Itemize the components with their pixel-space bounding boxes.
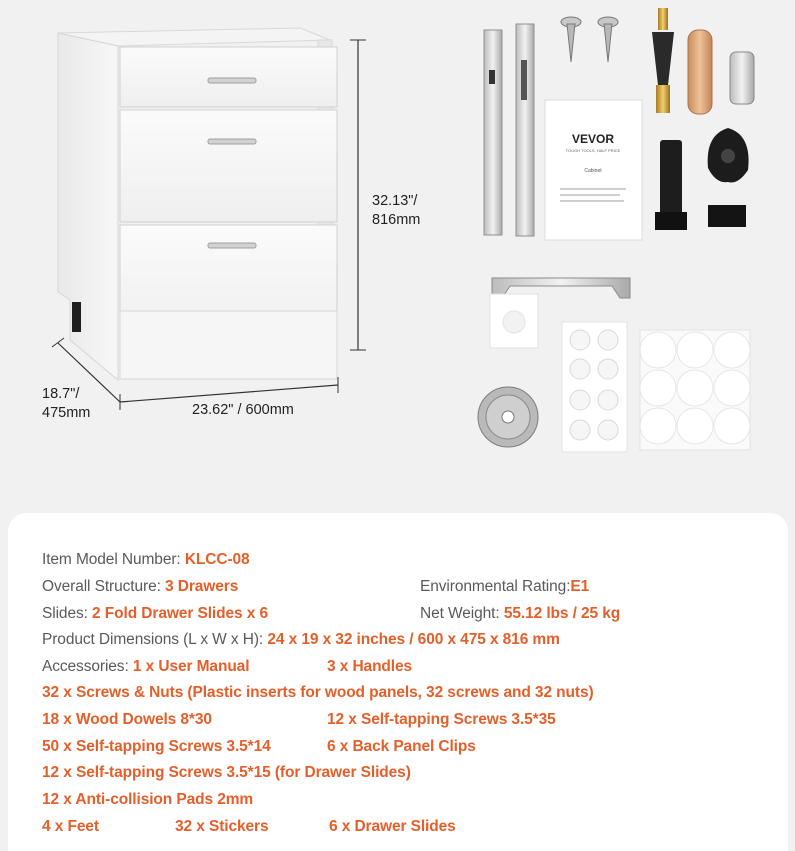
user-manual	[545, 100, 642, 240]
spec-slides-label: Slides:	[42, 605, 88, 622]
spec-slides	[42, 605, 268, 623]
spec-model	[42, 551, 250, 569]
accessory-item: 12 x Self-tapping Screws 3.5*35	[327, 711, 556, 728]
spec-structure	[42, 578, 238, 596]
drawer-1	[120, 47, 337, 107]
accessory-item: 4 x Feet	[42, 818, 99, 835]
sticker-sheet-large	[640, 330, 750, 450]
accessory-item: 18 x Wood Dowels 8*30	[42, 711, 212, 728]
spec-env-label: Environmental Rating:	[420, 578, 571, 595]
depth-dimension-inch: 18.7"/	[42, 386, 80, 402]
spec-structure-label: Overall Structure:	[42, 578, 161, 595]
spec-structure-value: 3 Drawers	[165, 578, 239, 595]
manual-brand: VEVOR	[571, 132, 615, 146]
spec-weight-label: Net Weight:	[420, 605, 500, 622]
metal-insert-icon	[730, 52, 754, 104]
spec-accessories-label: Accessories:	[42, 658, 129, 675]
accessory-item: 32 x Stickers	[175, 818, 269, 835]
accessory-item: 12 x Anti-collision Pads 2mm	[42, 791, 254, 808]
width-dimension-label: 23.62" / 600mm	[192, 402, 294, 418]
spec-weight	[420, 605, 620, 623]
spec-model-value: KLCC-08	[184, 551, 250, 568]
accessory-item: 3 x Handles	[327, 658, 413, 675]
back-panel-clip-icon	[708, 128, 749, 227]
anti-collision-pads-sheet	[562, 322, 627, 452]
sticker-sheet-small	[490, 294, 538, 348]
spec-weight-value: 55.12 lbs / 25 kg	[503, 605, 621, 622]
height-dimension-mm: 816mm	[372, 212, 421, 228]
drawer-2	[120, 110, 337, 222]
depth-dimension-label	[42, 385, 90, 423]
spec-slides-value: 2 Fold Drawer Slides x 6	[92, 605, 268, 622]
accessory-item: 50 x Self-tapping Screws 3.5*14	[42, 738, 271, 755]
height-dimension-label	[372, 192, 420, 230]
screw-icon	[561, 17, 618, 62]
foot	[72, 302, 81, 332]
height-dimension-inch: 32.13"/	[372, 193, 418, 209]
accessory-item: 1 x User Manual	[132, 658, 250, 675]
drawer-slides-icon	[484, 24, 534, 236]
accessory-item: 6 x Drawer Slides	[329, 818, 456, 835]
manual-title: Cabinet	[584, 168, 602, 174]
cabinet-drawing	[52, 28, 366, 410]
spec-dimensions	[42, 631, 560, 649]
cam-lock-disk-icon	[478, 387, 538, 447]
accessory-item: 6 x Back Panel Clips	[327, 738, 476, 755]
accessory-item: 32 x Screws & Nuts (Plastic inserts for wood panels, 32 screws and 32 nuts)	[42, 684, 594, 701]
accessory-item: 12 x Self-tapping Screws 3.5*15 (for Drawer Slides)	[42, 764, 411, 781]
manual-tagline: TOUGH TOOLS, HALF PRICE	[565, 148, 621, 153]
spec-environmental	[420, 578, 589, 596]
spec-dims-value: 24 x 19 x 32 inches / 600 x 475 x 816 mm	[267, 631, 560, 648]
spec-dims-label: Product Dimensions (L x W x H):	[42, 631, 264, 648]
spec-env-value: E1	[570, 578, 590, 595]
cam-bolt-icon	[652, 8, 674, 113]
wood-dowel-icon	[688, 30, 712, 114]
leveling-foot-icon	[655, 140, 687, 230]
spec-accessories	[42, 658, 249, 676]
depth-dimension-mm: 475mm	[42, 405, 91, 421]
spec-model-label: Item Model Number:	[42, 551, 181, 568]
